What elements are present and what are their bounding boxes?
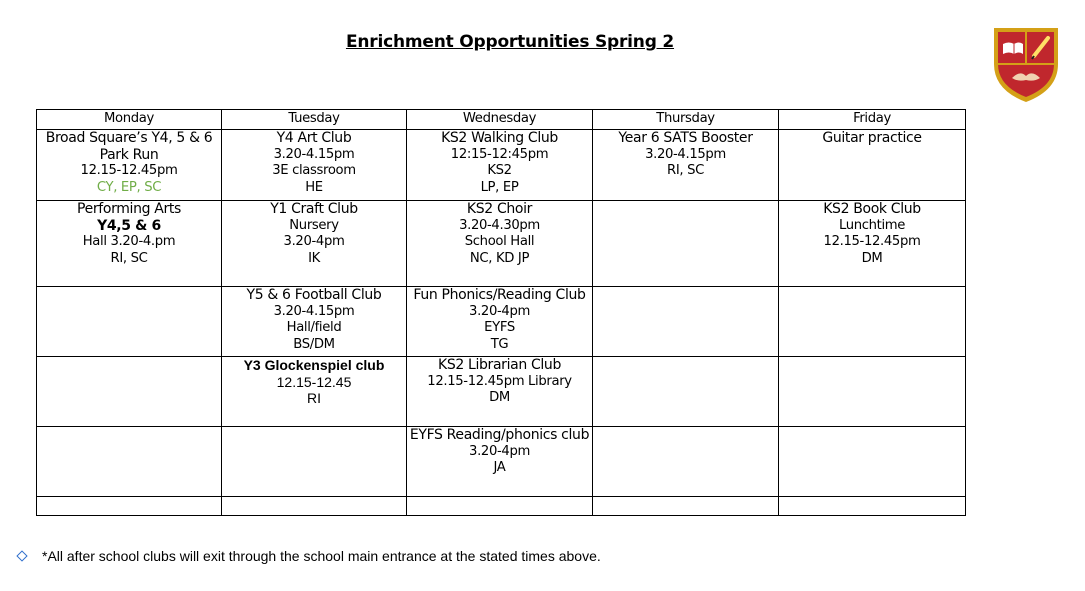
cell-thursday: [593, 357, 779, 427]
club-staff: DM: [861, 250, 883, 266]
club-name: Y1 Craft Club: [270, 201, 358, 217]
table-row: [37, 427, 966, 497]
cell-monday: [37, 287, 222, 357]
cell-tuesday: [222, 130, 407, 201]
cell-thursday: [593, 130, 779, 201]
cell-tuesday: [222, 427, 407, 497]
club-staff: RI, SC: [667, 163, 704, 178]
club-location: 3E classroom: [272, 163, 356, 178]
club-time: 3.20-4.15pm: [645, 146, 726, 162]
cell-thursday: [593, 201, 779, 287]
club-time: 12.15-12.45: [276, 373, 352, 390]
cell-friday: [779, 130, 966, 201]
club-time: 3.20-4pm: [469, 443, 530, 459]
table-row: [37, 287, 966, 357]
club-name: KS2 Librarian Club: [437, 357, 561, 373]
club-name: Guitar practice: [822, 130, 922, 146]
club-name: Y5 & 6 Football Club: [246, 287, 382, 303]
club-staff: DM: [489, 390, 510, 405]
cell-friday: [779, 357, 966, 427]
cell-tuesday: [222, 201, 407, 287]
day-header-monday: Monday: [37, 110, 222, 130]
club-time: 12.15-12.45pm: [80, 163, 178, 178]
club-name: Y3 Glockenspiel club: [243, 357, 385, 373]
club-name: EYFS Reading/phonics club: [409, 427, 590, 443]
cell-monday: [37, 357, 222, 427]
club-name: Performing Arts: [77, 201, 181, 217]
cell-monday: [37, 201, 222, 287]
timetable-header-row: [37, 110, 966, 130]
cell-wednesday: [407, 427, 593, 497]
cell-tuesday: [222, 287, 407, 357]
club-name: Broad Square’s Y4, 5 & 6 Park Run: [45, 130, 213, 163]
club-name: KS2 Walking Club: [441, 130, 558, 146]
club-location: KS2: [487, 163, 512, 178]
club-staff: NC, KD JP: [469, 250, 530, 266]
club-session: Lunchtime: [838, 217, 906, 233]
club-staff: RI: [307, 390, 321, 406]
club-staff: IK: [308, 250, 320, 266]
club-time: 3.20-4pm: [469, 303, 530, 319]
cell-wednesday: [407, 130, 593, 201]
club-time: 3.20-4.30pm: [459, 217, 540, 233]
page-title: Enrichment Opportunities Spring 2: [345, 32, 675, 52]
club-staff: TG: [490, 336, 509, 352]
enrichment-timetable: [36, 109, 966, 516]
cell-friday: [779, 497, 966, 516]
table-row: [37, 357, 966, 427]
cell-thursday: [593, 427, 779, 497]
cell-thursday: [593, 497, 779, 516]
cell-wednesday: [407, 357, 593, 427]
cell-friday: [779, 201, 966, 287]
club-location: Hall/field: [286, 320, 342, 335]
table-row: [37, 130, 966, 201]
club-year-groups: Y4,5 & 6: [97, 217, 161, 234]
cell-monday: [37, 130, 222, 201]
exit-note: [16, 548, 601, 564]
club-staff: LP, EP: [480, 179, 519, 195]
club-location: School Hall: [464, 234, 535, 249]
cell-wednesday: [407, 497, 593, 516]
club-time: 3.20-4.15pm: [273, 146, 355, 162]
cell-friday: [779, 287, 966, 357]
club-staff: CY, EP, SC: [96, 179, 162, 195]
exit-note-text: *All after school clubs will exit through the school main entrance at the stated times above.: [42, 548, 601, 564]
table-row: [37, 201, 966, 287]
club-location: EYFS: [484, 320, 515, 335]
day-header-wednesday: Wednesday: [407, 110, 593, 130]
school-crest-icon: [990, 24, 1062, 104]
cell-tuesday: [222, 497, 407, 516]
club-time: Hall 3.20-4.pm: [82, 234, 176, 249]
club-staff: HE: [305, 179, 323, 195]
table-row: [37, 497, 966, 516]
cell-wednesday: [407, 287, 593, 357]
club-time: 3.20-4pm: [283, 234, 345, 249]
club-staff: RI, SC: [110, 250, 148, 266]
club-time: 12.15-12.45pm: [823, 234, 921, 249]
club-name: KS2 Choir: [466, 201, 533, 217]
cell-friday: [779, 427, 966, 497]
club-time: 12:15-12:45pm: [450, 146, 549, 162]
cell-monday: [37, 427, 222, 497]
club-staff: BS/DM: [293, 336, 335, 352]
club-name: Fun Phonics/Reading Club: [413, 287, 586, 303]
club-time: 3.20-4.15pm: [273, 303, 355, 319]
cell-tuesday: [222, 357, 407, 427]
cell-thursday: [593, 287, 779, 357]
club-time: 12.15-12.45pm Library: [427, 373, 572, 389]
club-name: Year 6 SATS Booster: [618, 130, 753, 146]
day-header-thursday: Thursday: [593, 110, 779, 130]
club-name: KS2 Book Club: [823, 201, 921, 217]
club-name: Y4 Art Club: [276, 130, 352, 146]
day-header-friday: Friday: [779, 110, 966, 130]
club-staff: JA: [493, 460, 506, 475]
diamond-bullet-icon: [16, 550, 27, 561]
cell-monday: [37, 497, 222, 516]
cell-wednesday: [407, 201, 593, 287]
day-header-tuesday: Tuesday: [222, 110, 407, 130]
club-location: Nursery: [289, 217, 339, 233]
